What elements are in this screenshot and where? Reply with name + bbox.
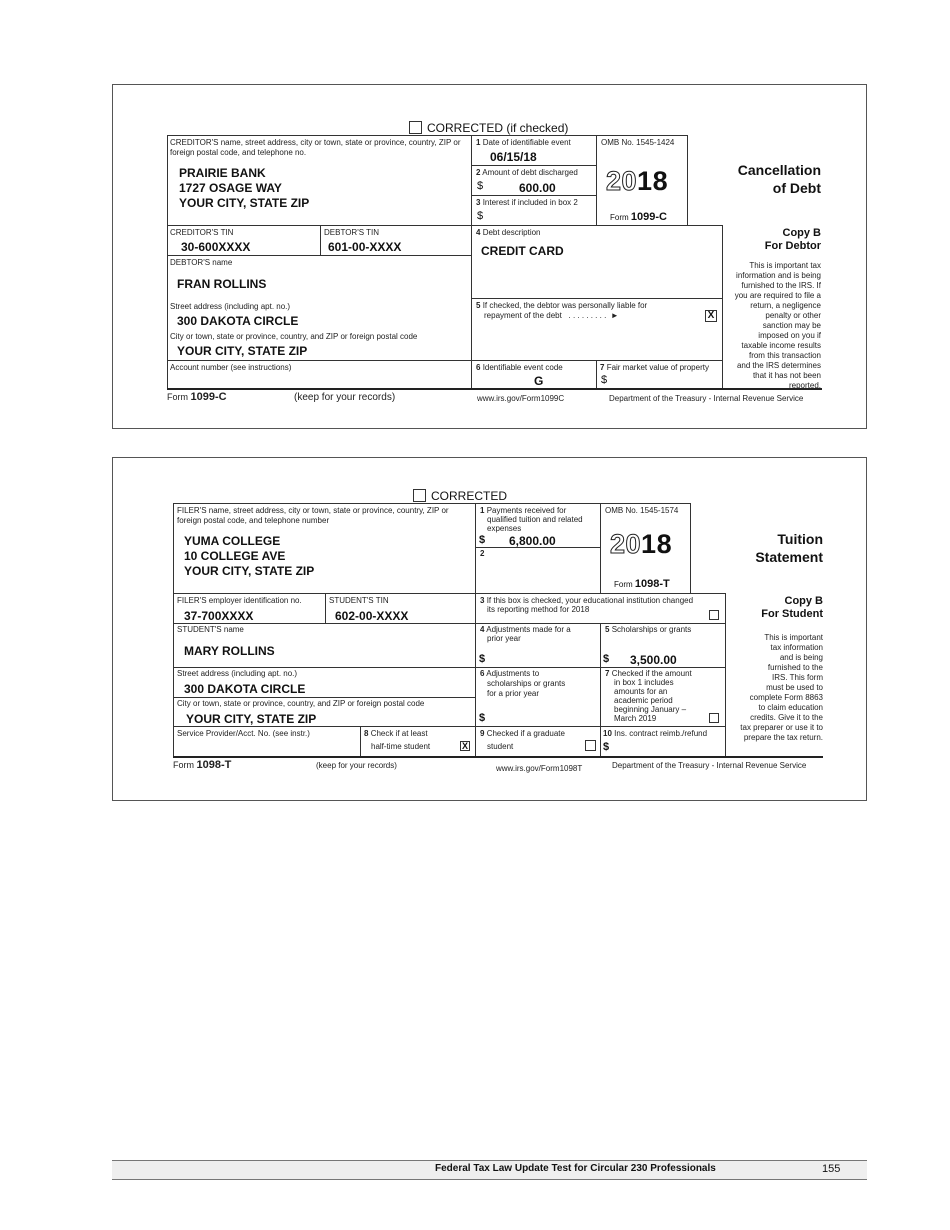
- street-label: Street address (including apt. no.): [177, 669, 298, 678]
- box4-label: 4 Debt description: [476, 228, 541, 237]
- box3-label: 3 Interest if included in box 2: [476, 198, 578, 207]
- corrected-label: CORRECTED: [431, 489, 508, 503]
- notice-line: and is being: [779, 653, 823, 662]
- student-name: MARY ROLLINS: [184, 644, 275, 658]
- notice-line: and the IRS determines: [736, 361, 821, 370]
- box10-dollar: $: [603, 741, 610, 753]
- notice-line: complete Form 8863: [749, 693, 823, 702]
- form-footer-url[interactable]: www.irs.gov/Form1099C: [477, 394, 565, 403]
- notice-line: information and is being: [736, 271, 821, 280]
- notice-line: IRS. This form: [772, 673, 823, 682]
- grid-line: [173, 503, 174, 757]
- creditor-street: 1727 OSAGE WAY: [179, 181, 282, 195]
- grid-line: [471, 165, 596, 166]
- grid-line: [167, 225, 722, 226]
- box5-label-line2: repayment of the debt . . . . . . . . . ►: [484, 311, 619, 320]
- box5-label: 5 Scholarships or grants: [605, 625, 692, 634]
- notice-line: return, a negligence: [750, 301, 821, 310]
- notice-line: from this transaction: [748, 351, 821, 360]
- copy-title: Copy B: [782, 227, 821, 239]
- grid-line: [600, 503, 601, 593]
- form-title: [700, 530, 823, 566]
- notice-line: you are required to file a: [734, 291, 821, 300]
- corrected-checkbox[interactable]: [409, 121, 422, 134]
- grid-line: [690, 503, 691, 593]
- notice-line: sanction may be: [762, 321, 821, 330]
- grid-line: [173, 726, 725, 727]
- box5-dollar: $: [603, 653, 610, 665]
- box5-checkbox[interactable]: X: [705, 310, 717, 322]
- box6-label-line: for a prior year: [487, 689, 540, 698]
- box9-checkbox[interactable]: [585, 740, 596, 751]
- box8-label: 8 Check if at least: [364, 729, 428, 738]
- corrected-label: CORRECTED (if checked): [427, 121, 569, 135]
- account-label: Account number (see instructions): [170, 363, 292, 372]
- box2-label: 2 Amount of debt discharged: [476, 168, 578, 177]
- city-label: City or town, state or province, country, and ZIP or foreign postal code: [177, 699, 425, 708]
- filer-ein: 37-700XXXX: [184, 609, 254, 623]
- copy-b-notice: [724, 261, 821, 391]
- city-address: YOUR CITY, STATE ZIP: [177, 344, 308, 358]
- box4-description: CREDIT CARD: [481, 244, 564, 258]
- form-title-line: Cancellation: [737, 162, 821, 178]
- box7-label: 7 Fair market value of property: [600, 363, 709, 372]
- notice-line: penalty or other: [765, 311, 821, 320]
- debtor-tin-label: DEBTOR'S TIN: [324, 228, 380, 237]
- omb-number: OMB No. 1545-1574: [605, 506, 679, 515]
- grid-line: [475, 503, 476, 757]
- grid-line: [600, 623, 601, 757]
- debtor-name: FRAN ROLLINS: [177, 277, 267, 291]
- notice-line: to claim education: [758, 703, 823, 712]
- grid-line: [173, 697, 475, 698]
- notice-line: taxable income results: [741, 341, 821, 350]
- filer-street: 10 COLLEGE AVE: [184, 549, 286, 563]
- filer-label: FILER'S name, street address, city or town, state or province, country, ZIP or foreign postal code, and telephone number: [177, 506, 449, 525]
- box9-label: 9 Checked if a graduate: [480, 729, 565, 738]
- page-footer-title: Federal Tax Law Update Test for Circular 230 Professionals: [435, 1163, 716, 1174]
- box6-code: G: [534, 374, 544, 388]
- grid-line: [167, 135, 687, 136]
- grid-line: [687, 135, 688, 225]
- tax-year: 2018: [610, 529, 673, 559]
- notice-line: This is important tax: [749, 261, 821, 270]
- notice-line: that it has not been: [752, 371, 821, 380]
- form-title: [700, 161, 821, 197]
- tax-year: 2018: [606, 166, 669, 196]
- grid-line: [725, 593, 726, 757]
- filer-city: YOUR CITY, STATE ZIP: [184, 564, 315, 578]
- street-address: 300 DAKOTA CIRCLE: [177, 314, 299, 328]
- grid-line: [167, 255, 471, 256]
- creditor-tin: 30-600XXXX: [181, 240, 251, 254]
- grid-line: [320, 225, 321, 255]
- notice-line: reported.: [788, 381, 821, 390]
- filer-ein-label: FILER'S employer identification no.: [177, 596, 302, 605]
- box8-checkbox[interactable]: X: [461, 741, 468, 751]
- copy-subtitle: For Student: [761, 608, 823, 620]
- box9-sublabel: student: [487, 742, 514, 751]
- box6-label: 6 Identifiable event code: [476, 363, 563, 372]
- box3-label: 3 If this box is checked, your educational institution changed: [480, 596, 694, 605]
- copy-b-notice: [728, 633, 823, 743]
- box7-label: 7 Checked if the amount: [605, 669, 692, 678]
- grid-line: [173, 593, 725, 594]
- street-address: 300 DAKOTA CIRCLE: [184, 682, 306, 696]
- box4-label: 4 Adjustments made for a: [480, 625, 571, 634]
- box2-dollar: $: [477, 180, 484, 192]
- street-label: Street address (including apt. no.): [170, 302, 291, 311]
- box7-dollar: $: [601, 374, 608, 386]
- creditor-label: CREDITOR'S name, street address, city or town, state or province, country, ZIP or foreign postal code, and telephone no.: [170, 138, 461, 157]
- grid-line: [167, 135, 168, 389]
- notice-line: imposed on you if: [758, 331, 821, 340]
- box5-label: 5 If checked, the debtor was personally liable for: [476, 301, 648, 310]
- box1-label: 1 Date of identifiable event: [476, 138, 571, 147]
- copy-title: Copy B: [784, 595, 823, 607]
- box7-label-line: in box 1 includes: [614, 678, 674, 687]
- notice-line: This is important: [764, 633, 823, 642]
- creditor-city: YOUR CITY, STATE ZIP: [179, 196, 310, 210]
- box1-label: 1 Payments received for: [480, 506, 567, 515]
- grid-line: [596, 360, 597, 389]
- box3-checkbox[interactable]: [709, 610, 719, 620]
- debtor-name-label: DEBTOR'S name: [170, 258, 233, 267]
- form-title-line: of Debt: [772, 180, 821, 196]
- form-title-line: Tuition: [777, 531, 823, 547]
- form-footer-dept: Department of the Treasury - Internal Revenue Service: [612, 761, 807, 770]
- box2-label: 2: [480, 549, 485, 558]
- form-title-line: Statement: [755, 549, 823, 565]
- box8-sublabel: half-time student: [371, 742, 431, 751]
- form-number: Form 1098-T: [614, 578, 670, 590]
- box6-label-line: scholarships or grants: [487, 679, 566, 688]
- form-footer-number: Form 1098-T: [173, 759, 232, 771]
- service-provider-label: Service Provider/Acct. No. (see instr.): [177, 729, 310, 738]
- form-number: Form 1099-C: [610, 211, 667, 223]
- box1-dollar: $: [479, 534, 486, 546]
- omb-number: OMB No. 1545-1424: [601, 138, 675, 147]
- box4-label-line: prior year: [487, 634, 521, 643]
- notice-line: furnished to the: [767, 663, 823, 672]
- form-footer-number: Form 1099-C: [167, 391, 227, 403]
- filer-name: YUMA COLLEGE: [184, 534, 281, 548]
- grid-line: [471, 135, 472, 389]
- creditor-name: PRAIRIE BANK: [179, 166, 266, 180]
- box7-checkbox[interactable]: [709, 713, 719, 723]
- notice-line: credits. Give it to the: [750, 713, 823, 722]
- city-label: City or town, state or province, country, and ZIP or foreign postal code: [170, 332, 418, 341]
- grid-line: [722, 225, 723, 389]
- grid-line: [173, 756, 823, 758]
- page-footer: [112, 1160, 867, 1180]
- grid-line: [173, 503, 690, 504]
- student-tin-label: STUDENT'S TIN: [329, 596, 389, 605]
- grid-line: [173, 667, 725, 668]
- form-footer-url[interactable]: www.irs.gov/Form1098T: [496, 764, 583, 773]
- box1-label-line: qualified tuition and related: [487, 515, 583, 524]
- grid-line: [325, 593, 326, 623]
- box1-amount: 6,800.00: [509, 534, 556, 548]
- corrected-checkbox[interactable]: [413, 489, 426, 502]
- box1-label-line: expenses: [487, 524, 522, 533]
- grid-line: [173, 623, 725, 624]
- copy-subtitle: For Debtor: [764, 240, 821, 252]
- box7-label-line: academic period: [614, 696, 673, 705]
- form-footer-keep: (keep for your records): [316, 761, 397, 770]
- box7-label-line: amounts for an: [614, 687, 668, 696]
- notice-line: tax preparer or use it to: [740, 723, 823, 732]
- grid-line: [471, 298, 722, 299]
- box4-dollar: $: [479, 653, 486, 665]
- box2-amount: 600.00: [519, 181, 556, 195]
- box6-dollar: $: [479, 712, 486, 724]
- copy-b-heading: [725, 227, 821, 253]
- box10-label: 10 Ins. contract reimb./refund: [603, 729, 708, 738]
- notice-line: must be used to: [766, 683, 823, 692]
- city-address: YOUR CITY, STATE ZIP: [186, 712, 317, 726]
- page-number: 155: [822, 1163, 841, 1175]
- form-footer-keep: (keep for your records): [294, 392, 396, 403]
- box5-amount: 3,500.00: [630, 653, 677, 667]
- grid-line: [471, 195, 596, 196]
- student-tin: 602-00-XXXX: [335, 609, 409, 623]
- grid-line: [360, 726, 361, 757]
- notice-line: tax information: [770, 643, 823, 652]
- form-footer-dept: Department of the Treasury - Internal Revenue Service: [609, 394, 804, 403]
- box6-label: 6 Adjustments to: [480, 669, 540, 678]
- box3-label-line: its reporting method for 2018: [487, 605, 590, 614]
- box7-label-line: March 2019: [614, 714, 657, 723]
- notice-line: prepare the tax return.: [743, 733, 823, 742]
- grid-line: [167, 360, 722, 361]
- debtor-tin: 601-00-XXXX: [328, 240, 402, 254]
- copy-b-heading: [728, 595, 823, 621]
- box3-dollar: $: [477, 210, 484, 222]
- student-name-label: STUDENT'S name: [177, 625, 244, 634]
- box7-label-line: beginning January –: [614, 705, 687, 714]
- creditor-tin-label: CREDITOR'S TIN: [170, 228, 234, 237]
- grid-line: [596, 135, 597, 225]
- box1-date: 06/15/18: [490, 150, 537, 164]
- notice-line: furnished to the IRS. If: [741, 281, 821, 290]
